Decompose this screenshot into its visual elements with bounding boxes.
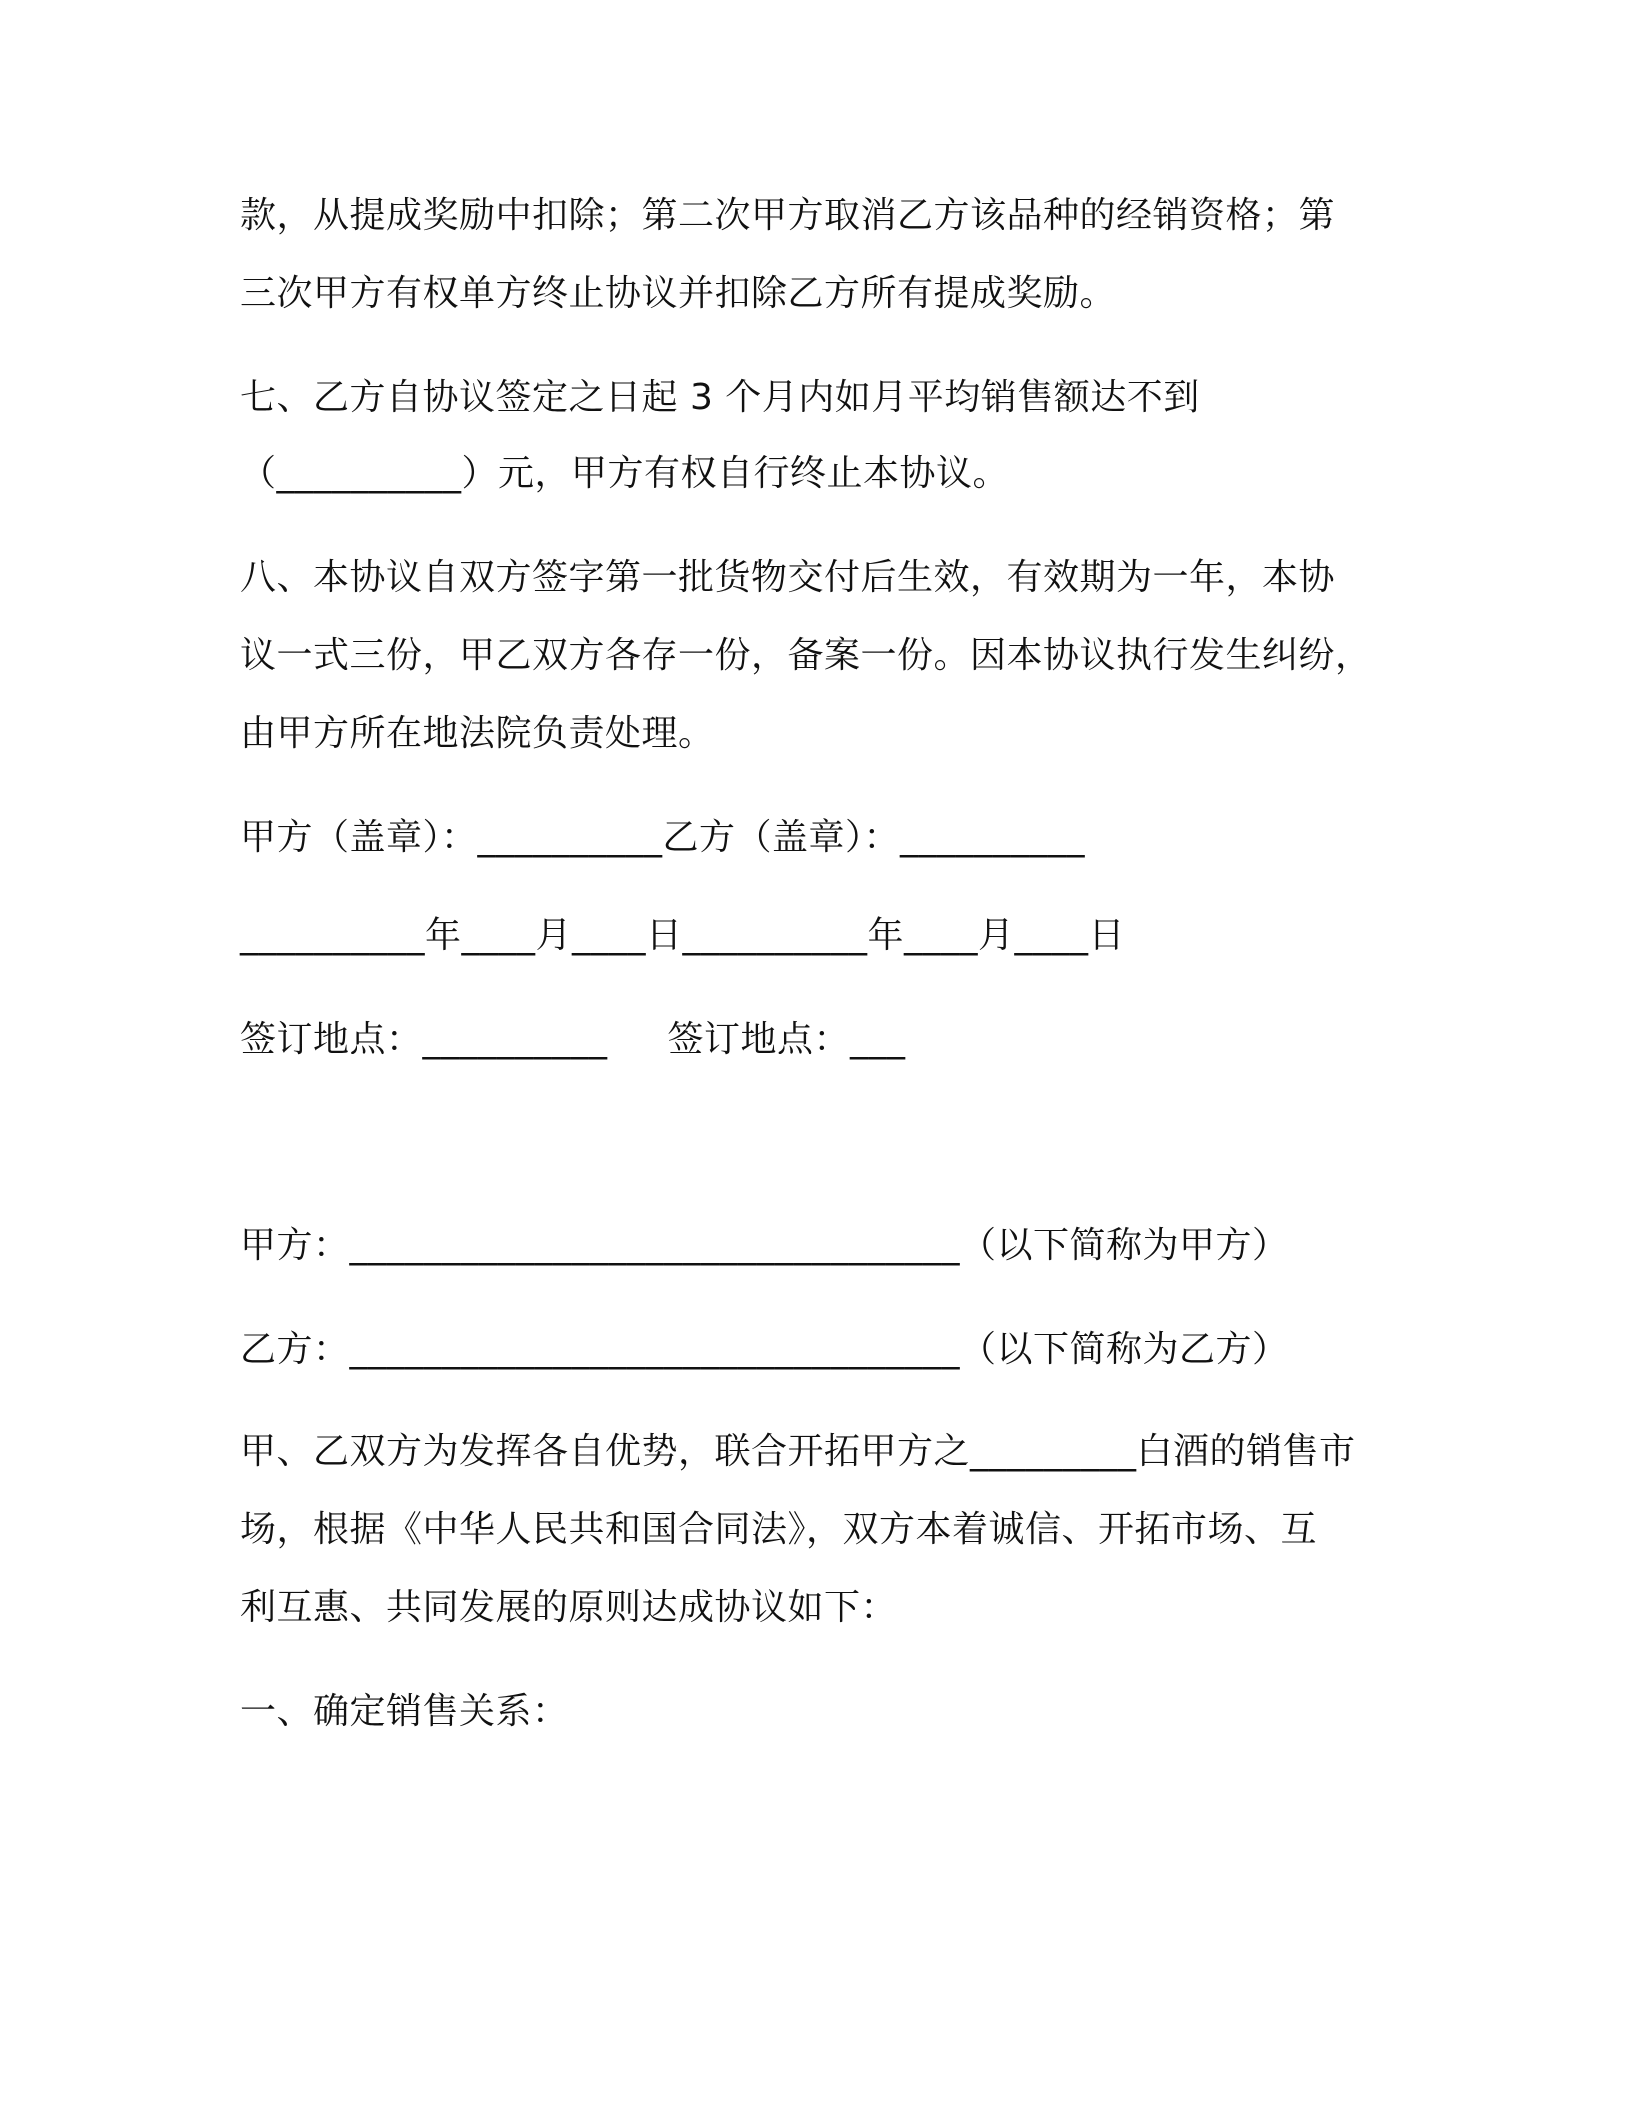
clause-7-line-2: （__________）元，甲方有权自行终止本协议。 (240, 453, 1010, 494)
signing-location-party-b: 签订地点：___ (667, 1019, 906, 1060)
signature-seal-line: 甲方（盖章）：__________乙方（盖章）：__________ (240, 817, 1086, 858)
party-b-line: 乙方：_________________________________（以下简称为乙方） (240, 1329, 1289, 1370)
paragraph-6-line-2: 三次甲方有权单方终止协议并扣除乙方所有提成奖励。 (240, 273, 1117, 314)
preamble-line-1: 甲、乙双方为发挥各自优势，联合开拓甲方之_________白酒的销售市 (240, 1431, 1356, 1472)
signature-date-line: __________年____月____日__________年____月____日 (240, 915, 1125, 956)
clause-8-line-2: 议一式三份，甲乙双方各存一份，备案一份。因本协议执行发生纠纷， (240, 635, 1372, 676)
clause-8-line-1: 八、本协议自双方签字第一批货物交付后生效，有效期为一年，本协 (240, 557, 1336, 598)
clause-7-line-1: 七、乙方自协议签定之日起 3 个月内如月平均销售额达不到 (240, 377, 1200, 418)
signing-location-line (240, 1016, 1400, 1064)
clause-8-line-3: 由甲方所在地法院负责处理。 (240, 713, 715, 754)
section-1-heading: 一、确定销售关系： (240, 1691, 569, 1732)
preamble-line-2: 场，根据《中华人民共和国合同法》，双方本着诚信、开拓市场、互 (240, 1509, 1318, 1550)
party-a-line: 甲方：_________________________________（以下简称为甲方） (240, 1225, 1289, 1266)
signing-location-party-a: 签订地点：__________ (240, 1019, 608, 1060)
paragraph-6-line-1: 款，从提成奖励中扣除；第二次甲方取消乙方该品种的经销资格；第 (240, 195, 1336, 236)
preamble-line-3: 利互惠、共同发展的原则达成协议如下： (240, 1587, 898, 1628)
